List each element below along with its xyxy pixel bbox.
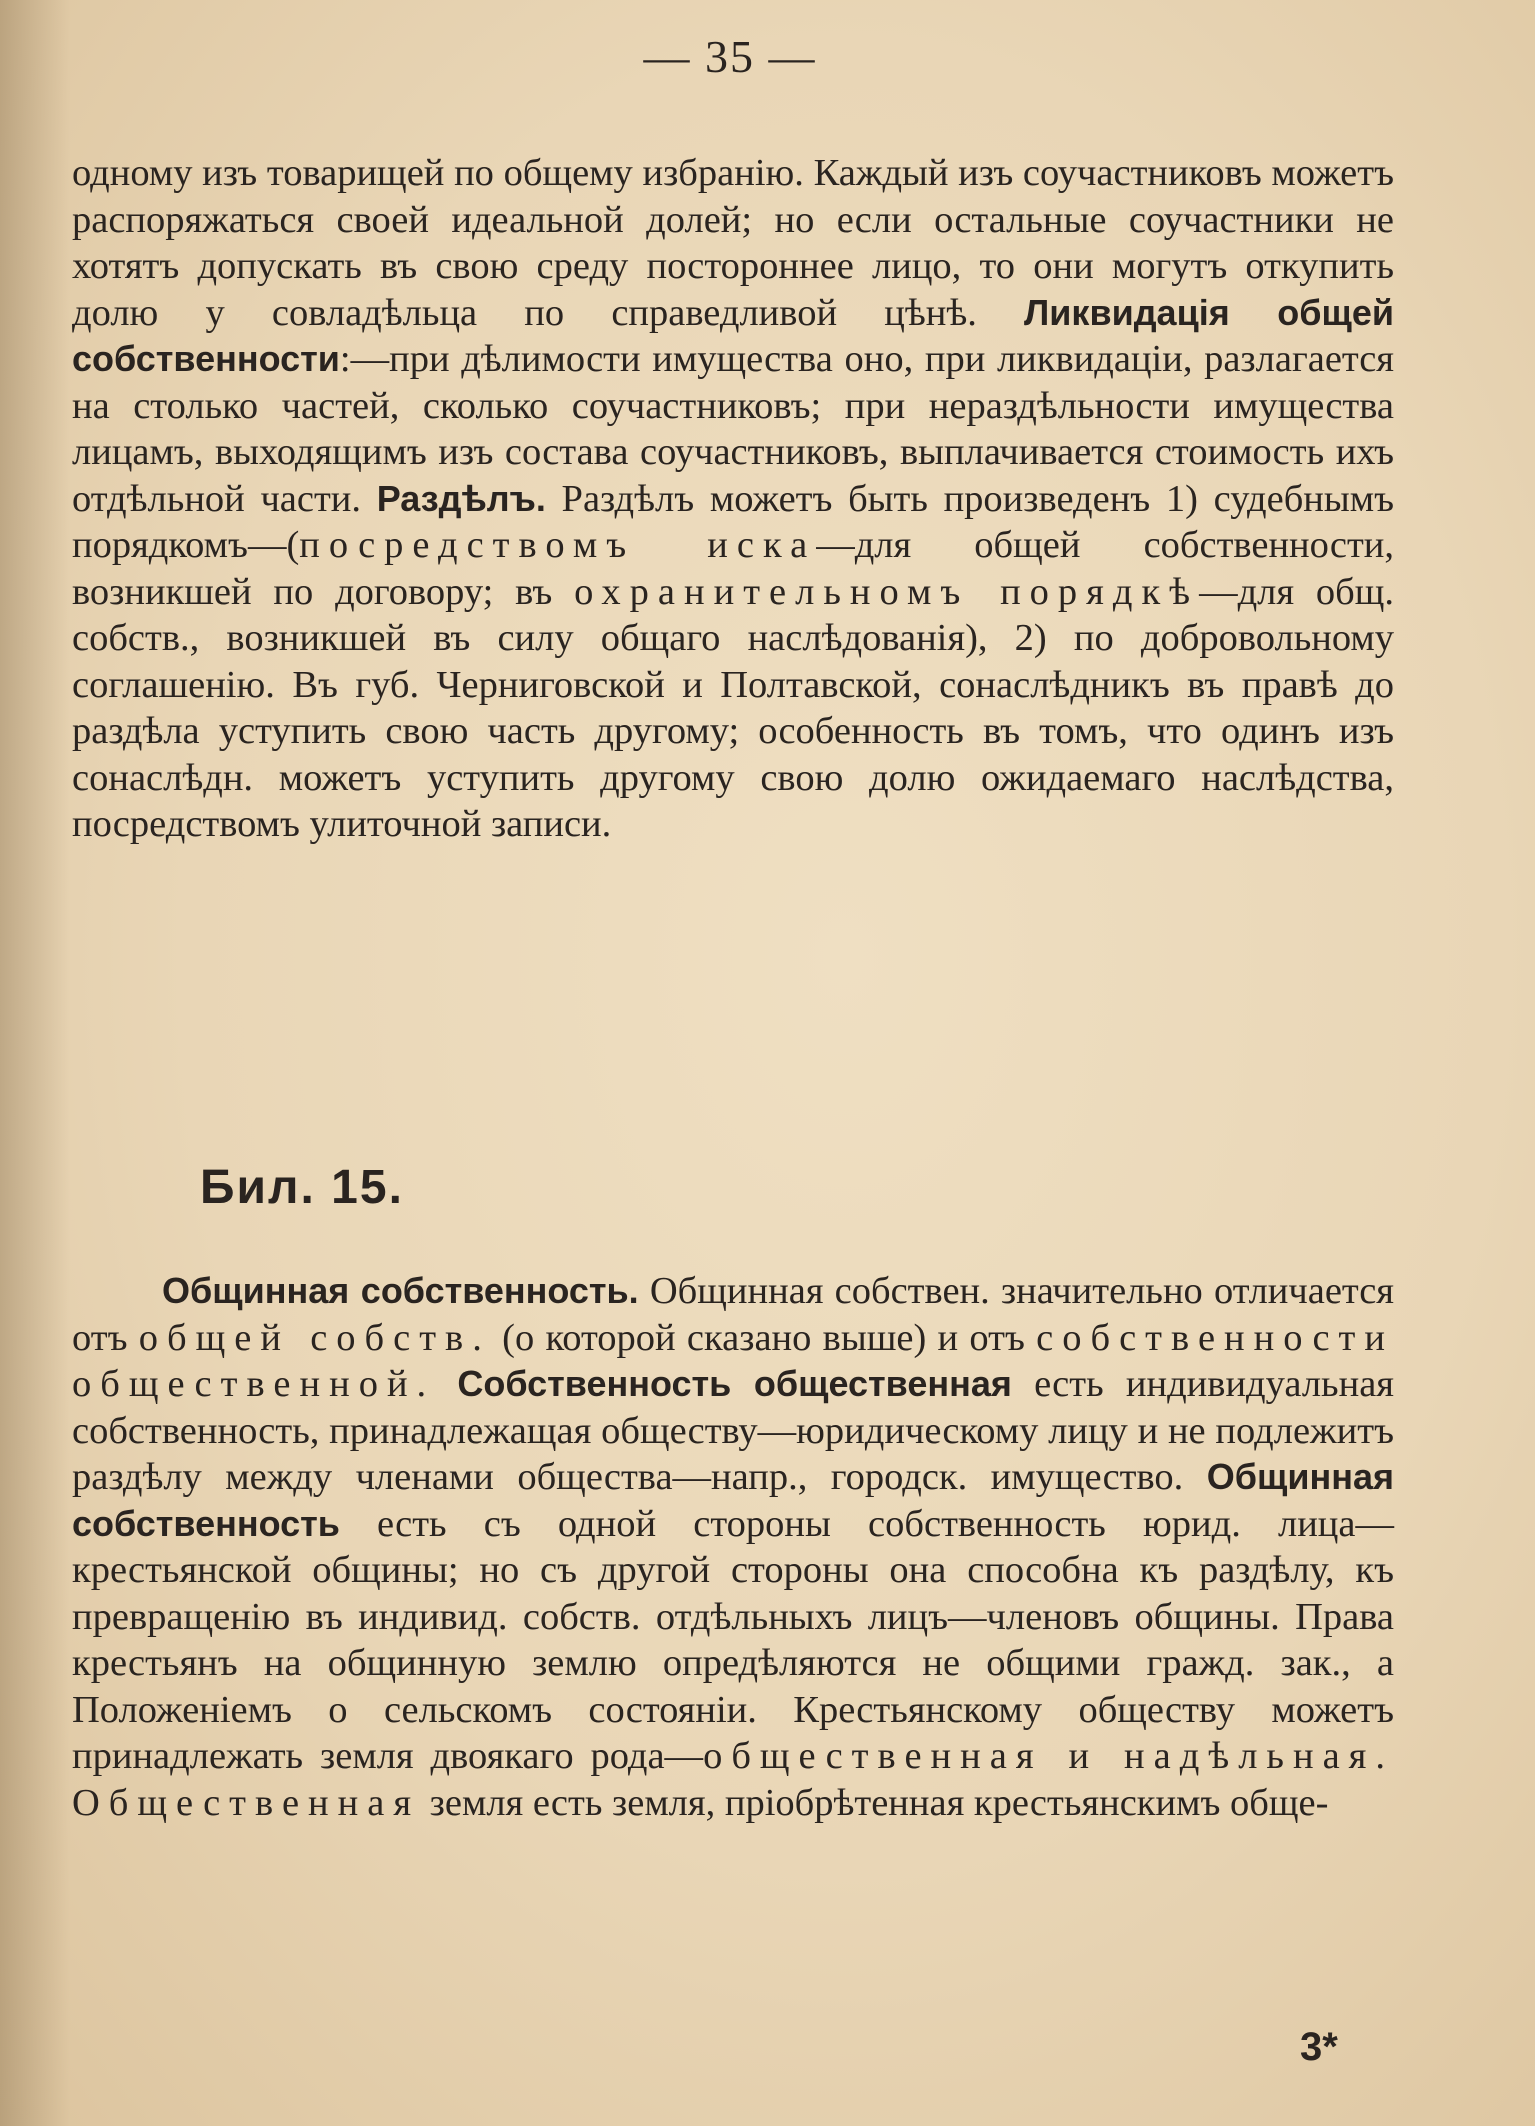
paragraph-communal-property: [72, 1268, 1394, 1826]
term-liquidation: Ликвидація общей собственности: [72, 291, 1395, 379]
text-segment: земля есть земля, пріобрѣтенная крестьянскимъ обще-: [420, 1781, 1329, 1824]
ticket-heading: Бил. 15.: [200, 1161, 404, 1214]
text-segment: есть съ одной стороны собственность юрид. лица—крестьянской общины; но съ другой стороны она способна къ раздѣлу, къ превращенію въ индивид. собств. отдѣльныхъ лицъ—членовъ общины. Права крестьянъ на общинную землю опредѣляются не общими гражд. зак., а Положеніемъ о сельскомъ состояніи. Крестьянскому обществу можетъ принадлежать земля двоякаго рода—: [72, 1502, 1394, 1777]
term-partition: Раздѣлъ.: [376, 477, 546, 519]
text-segment: :—при дѣлимости имущества оно, при ликвидаціи, разлагается на столько частей, сколько соучастниковъ; при нераздѣльности имущества лицамъ, выходящимъ изъ состава соучастниковъ, выплачивается стоимость ихъ отдѣльной части.: [72, 338, 1394, 520]
term-communal-property-2: Общинная собственность: [72, 1456, 1394, 1544]
spaced-term: охранительномъ порядкѣ: [574, 570, 1200, 613]
spaced-term: собственности общественной.: [72, 1316, 1394, 1405]
spaced-term: посредствомъ иска: [299, 524, 817, 566]
spaced-term: общественная и надѣльная.: [703, 1735, 1394, 1777]
text-segment: Общинная собствен. значительно отличается отъ: [72, 1270, 1395, 1359]
term-public-property: Собственность общественная: [457, 1363, 1012, 1404]
text-segment: одному изъ товарищей по общему избранію. Каждый изъ соучастниковъ можетъ распоряжаться своей идеальной долей; но если остальные соучастники не хотятъ допускать въ свою среду постороннее лицо, то они могутъ откупить долю у совладѣльца по справедливой цѣнѣ.: [72, 152, 1394, 334]
text-segment: —для общ. собств., возникшей въ силу общаго наслѣдованія), 2) по добровольному соглашенію. Въ губ. Черниговской и Полтавской, сонаслѣдникъ въ правѣ до раздѣла уступить свою часть другому; особенность въ томъ, что одинъ изъ сонаслѣдн. можетъ уступить другому свою долю ожидаемаго наслѣдства, посредствомъ улиточной записи.: [72, 570, 1395, 845]
text-segment: Раздѣлъ можетъ быть произведенъ 1) судебнымъ порядкомъ—(: [72, 477, 1395, 566]
spaced-term: Общественная: [72, 1781, 421, 1824]
signature-mark: 3*: [1300, 2025, 1338, 2069]
page-number: — 35 —: [643, 31, 817, 82]
term-communal-property: Общинная собственность.: [162, 1270, 639, 1311]
text-segment: —для общей собственности, возникшей по договору; въ: [72, 524, 1395, 613]
text-segment: есть индивидуальная собственность, принадлежащая обществу—юридическому лицу и не подлежитъ раздѣлу между членами общества—напр., городск. имущество.: [72, 1363, 1394, 1498]
spaced-term: общей собств.: [138, 1316, 491, 1359]
text-segment: (о которой сказано выше) и отъ: [490, 1316, 1037, 1359]
paragraph-common-property-continued: [72, 150, 1394, 848]
